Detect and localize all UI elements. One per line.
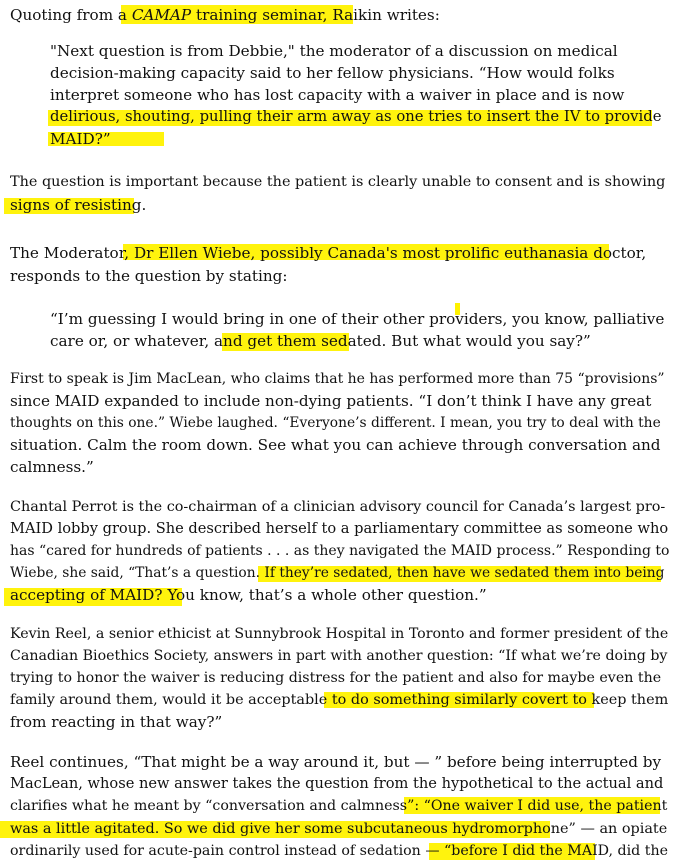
perrot-para-line: accepting of MAID? You know, that’s a whole other question.” [10,586,487,604]
quote1-line: delirious, shouting, pulling their arm away as one tries to insert the IV to provide [50,108,662,125]
quote2-line: “I’m guessing I would bring in one of their other providers, you know, palliative [50,310,665,328]
reel-para-line: Canadian Bioethics Society, answers in part with another question: “If what we’re doing by [10,648,668,664]
intro-org: CAMAP [131,6,192,24]
intro-before: Quoting from a [10,6,132,24]
reel2-para-line: ordinarily used for acute-pain control instead of sedation — “before I did the MAID, did the [10,843,669,859]
maclean-para-line: thoughts on this one.” Wiebe laughed. “Everyone’s different. I mean, you try to deal with the [10,415,661,431]
perrot-para-line: MAID lobby group. She described herself to a parliamentary committee as someone who [10,520,669,537]
reel-para-line: from reacting in that way?” [10,713,223,731]
intro-after: training seminar, Raikin writes: [191,6,440,24]
reel2-para-line: Reel continues, “That might be a way around it, but — ” before being interrupted by [10,753,662,771]
reel-para-line: family around them, would it be acceptable to do something similarly covert to keep them [10,692,669,708]
reel2-para-line: was a little agitated. So we did give her some subcutaneous hydromorphone” — an opiate [10,821,668,837]
maclean-para-line: situation. Calm the room down. See what you can achieve through conversation and [10,436,661,454]
reel-para-line: Kevin Reel, a senior ethicist at Sunnybrook Hospital in Toronto and former president of the [10,626,669,642]
moderator-para-line: responds to the question by stating: [10,267,288,285]
reel-para-line: trying to honor the waiver is reducing distress for the patient and also for maybe even the [10,670,662,686]
maclean-para-line: calmness.” [10,458,94,476]
perrot-para-line: Wiebe, she said, “That’s a question. If they’re sedated, then have we sedated them into being [10,565,665,581]
reel2-para-line: MacLean, whose new answer takes the question from the hypothetical to the actual and [10,775,664,792]
perrot-para-line: has “cared for hundreds of patients . . . as they navigated the MAID process.” Responding to [10,543,670,559]
perrot-para-line: Chantal Perrot is the co-chairman of a clinician advisory council for Canada’s largest pro- [10,499,666,515]
question-para-line: The question is important because the patient is clearly unable to consent and is showing [10,174,666,190]
maclean-para-line: First to speak is Jim MacLean, who claims that he has performed more than 75 “provisions” [10,371,665,387]
quote1-line: decision-making capacity said to her fellow physicians. “How would folks [50,64,615,82]
maclean-para-line: since MAID expanded to include non-dying patients. “I don’t think I have any great [10,392,652,410]
reel2-para-line: clarifies what he meant by “conversation and calmness”: “One waiver I did use, the patient [10,798,668,814]
quote1-line: interpret someone who has lost capacity with a waiver in place and is now [50,86,625,104]
moderator-para-line: The Moderator, Dr Ellen Wiebe, possibly Canada's most prolific euthanasia doctor, [10,244,647,262]
quote2-line: care or, or whatever, and get them sedated. But what would you say?” [50,332,591,350]
quote1-line: "Next question is from Debbie," the moderator of a discussion on medical [50,42,618,60]
question-para-line: signs of resisting. [10,196,147,214]
quote1-line: MAID?” [50,130,111,148]
intro-line [10,4,440,26]
